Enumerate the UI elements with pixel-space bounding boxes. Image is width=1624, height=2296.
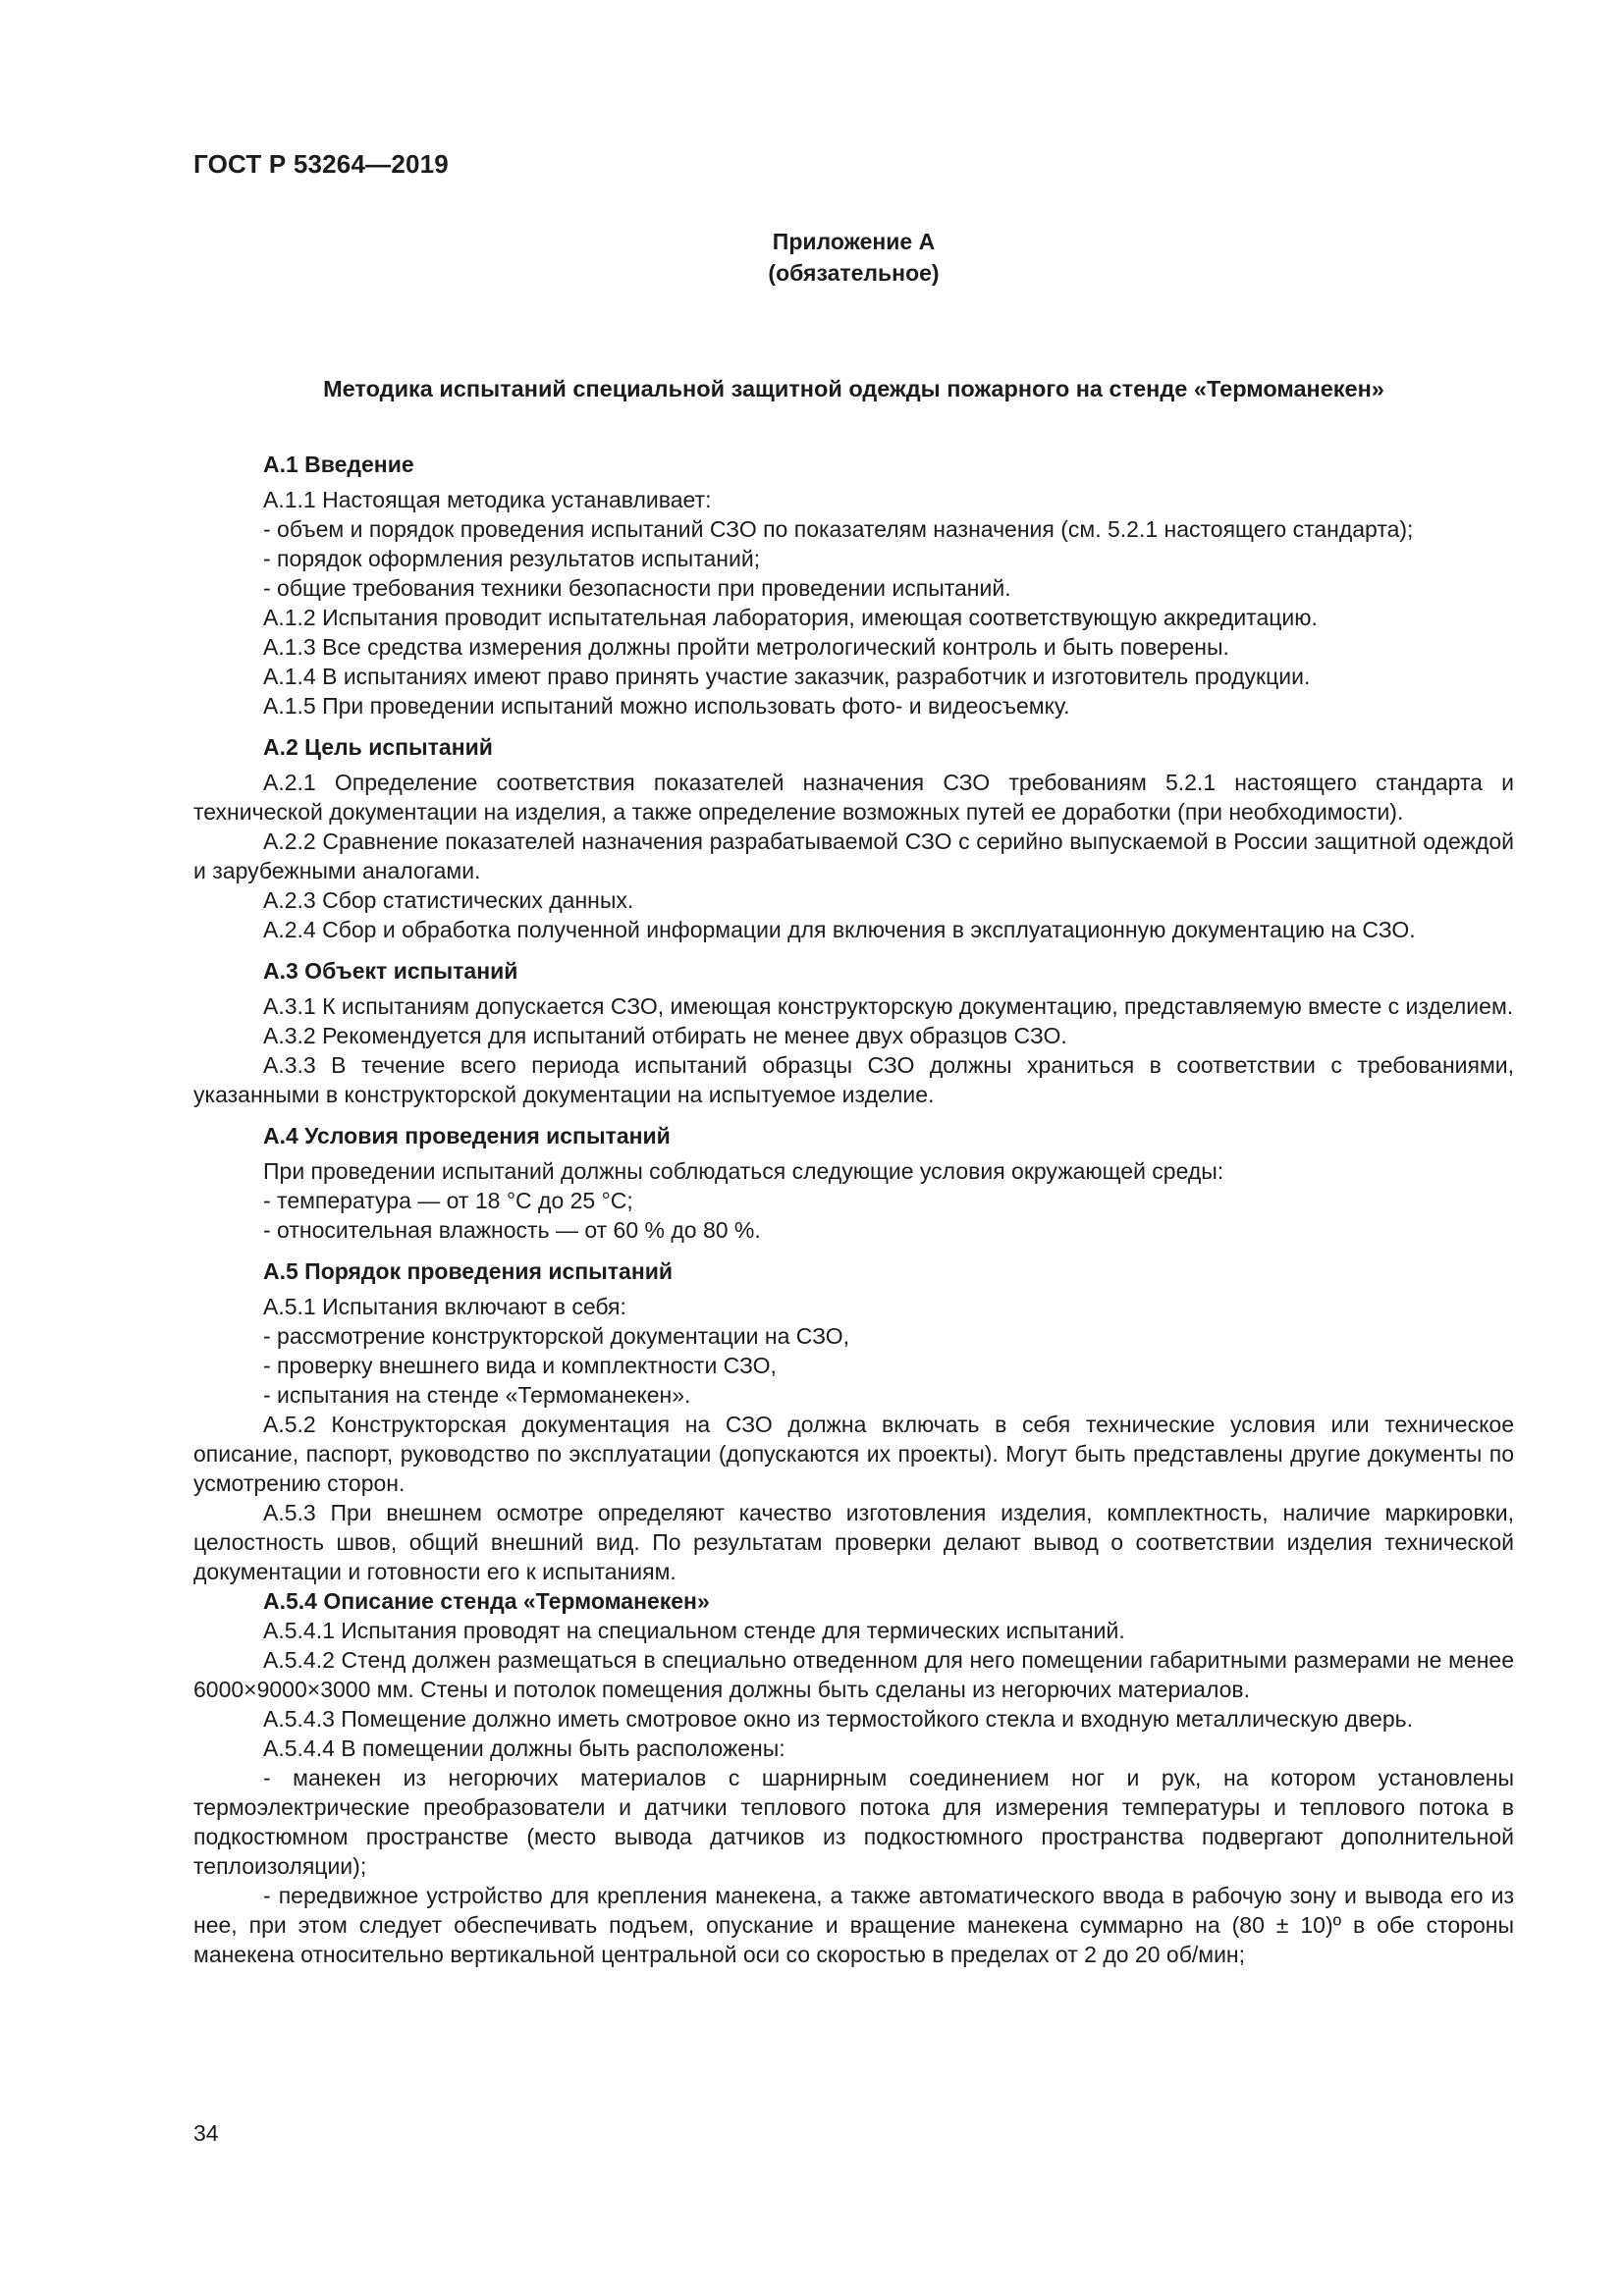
list-item: - испытания на стенде «Термоманекен». xyxy=(263,1382,691,1408)
paragraph: А.5.4.1 Испытания проводят на специальном стенде для термических испытаний. xyxy=(263,1618,1125,1643)
paragraph: А.1.3 Все средства измерения должны пройти метрологический контроль и быть поверены. xyxy=(263,634,1229,660)
paragraph: А.3.3 В течение всего периода испытаний образцы СЗО должны храниться в соответствии с требованиями, указанными в конструкторской документации на испытуемое изделие. xyxy=(193,1052,1514,1107)
list-item: - общие требования техники безопасности при проведении испытаний. xyxy=(263,575,1011,601)
paragraph: А.3.2 Рекомендуется для испытаний отбирать не менее двух образцов СЗО. xyxy=(263,1023,1067,1048)
document-code: ГОСТ Р 53264—2019 xyxy=(193,149,449,179)
paragraph: А.2.2 Сравнение показателей назначения разрабатываемой СЗО с серийно выпускаемой в России защитной одеждой и зарубежными аналогами. xyxy=(193,828,1514,883)
list-item: - порядок оформления результатов испытаний; xyxy=(263,546,761,571)
paragraph: А.3.1 К испытаниям допускается СЗО, имеющая конструкторскую документацию, представляемую вместе с изделием. xyxy=(263,993,1514,1019)
paragraph: А.5.1 Испытания включают в себя: xyxy=(263,1294,626,1319)
paragraph: А.2.4 Сбор и обработка полученной информации для включения в эксплуатационную документацию на СЗО. xyxy=(263,917,1416,942)
paragraph: А.2.3 Сбор статистических данных. xyxy=(263,887,634,913)
appendix-header xyxy=(193,226,1514,289)
page-number: 34 xyxy=(193,2120,219,2146)
list-item: - проверку внешнего вида и комплектности СЗО, xyxy=(263,1353,777,1378)
paragraph: А.5.4.3 Помещение должно иметь смотровое окно из термостойкого стекла и входную металлическую дверь. xyxy=(263,1706,1414,1732)
list-item: - манекен из негорючих материалов с шарнирным соединением ног и рук, на котором установлены термоэлектрические преобразователи и датчики теплового потока для измерения температуры и теплового потока в подкостюмном пространстве (место вывода датчиков из подкостюмного пространства подвергают дополнительной теплоизоляции); xyxy=(193,1765,1514,1879)
list-item: - температура — от 18 °С до 25 °С; xyxy=(263,1188,633,1213)
paragraph: А.1.5 При проведении испытаний можно использовать фото- и видеосъемку. xyxy=(263,693,1070,719)
paragraph: А.5.4.2 Стенд должен размещаться в специально отведенном для него помещении габаритными размерами не менее 6000×9000×3000 мм. Стены и потолок помещения должны быть сделаны из негорючих материалов. xyxy=(193,1647,1514,1702)
paragraph: А.1.4 В испытаниях имеют право принять участие заказчик, разработчик и изготовитель продукции. xyxy=(263,664,1311,689)
section-heading: А.3 Объект испытаний xyxy=(263,958,518,984)
subsection-heading: А.5.4 Описание стенда «Термоманекен» xyxy=(263,1588,710,1614)
section-heading: А.5 Порядок проведения испытаний xyxy=(263,1258,674,1284)
appendix-status: (обязательное) xyxy=(768,260,940,286)
paragraph: А.5.4.4 В помещении должны быть расположены: xyxy=(263,1735,785,1761)
appendix-label: Приложение А xyxy=(772,229,936,254)
paragraph: А.1.2 Испытания проводит испытательная лаборатория, имеющая соответствующую аккредитацию. xyxy=(263,605,1318,630)
document-body xyxy=(193,450,1514,1969)
appendix-title: Методика испытаний специальной защитной одежды пожарного на стенде «Термоманекен» xyxy=(323,376,1384,401)
paragraph: А.2.1 Определение соответствия показателей назначения СЗО требованиям 5.2.1 настоящего стандарта и технической документации на изделия, а также определение возможных путей ее доработки (при необходимости). xyxy=(193,770,1514,825)
section-heading: А.4 Условия проведения испытаний xyxy=(263,1123,671,1148)
paragraph: А.1.1 Настоящая методика устанавливает: xyxy=(263,487,712,512)
list-item: - рассмотрение конструкторской документации на СЗО, xyxy=(263,1323,850,1349)
list-item: - относительная влажность — от 60 % до 80 %. xyxy=(263,1217,761,1243)
paragraph: А.5.2 Конструкторская документация на СЗО должна включать в себя технические условия или техническое описание, паспорт, руководство по эксплуатации (допускаются их проекты). Могут быть представлены другие документы по усмотрению сторон. xyxy=(193,1412,1514,1496)
list-item: - объем и порядок проведения испытаний СЗО по показателям назначения (см. 5.2.1 настоящего стандарта); xyxy=(263,516,1414,542)
section-heading: А.1 Введение xyxy=(263,452,414,477)
section-heading: А.2 Цель испытаний xyxy=(263,734,493,760)
paragraph: А.5.3 При внешнем осмотре определяют качество изготовления изделия, комплектность, наличие маркировки, целостность швов, общий внешний вид. По результатам проверки делают вывод о соответствии изделия технической документации и готовности его к испытаниям. xyxy=(193,1500,1514,1584)
list-item: - передвижное устройство для крепления манекена, а также автоматического ввода в рабочую зону и вывода его из нее, при этом следует обеспечивать подъем, опускание и вращение манекена суммарно на (80 ± 10)º в обе стороны манекена относительно вертикальной центральной оси со скоростью в пределах от 2 до 20 об/мин; xyxy=(193,1883,1514,1967)
paragraph: При проведении испытаний должны соблюдаться следующие условия окружающей среды: xyxy=(263,1158,1224,1184)
